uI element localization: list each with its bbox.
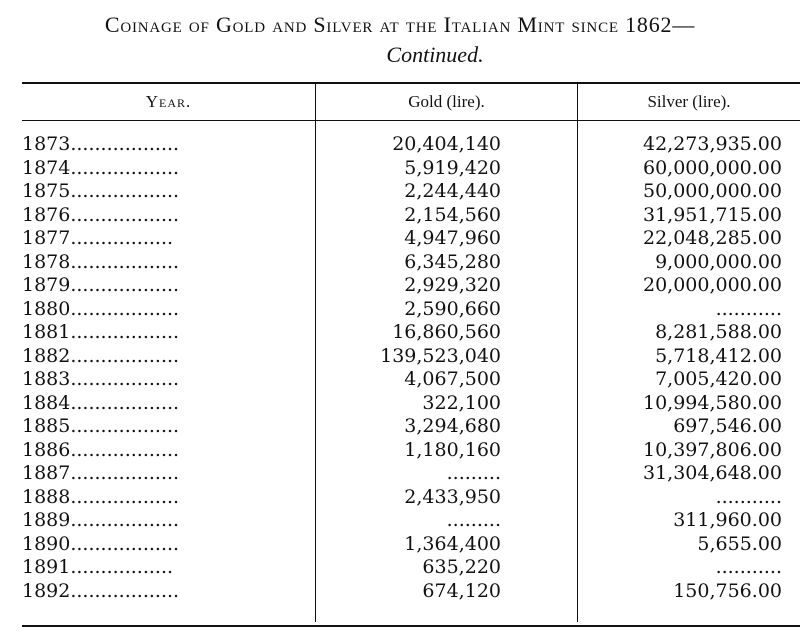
year-cell: 1879.................. bbox=[22, 274, 180, 296]
gold-cell: 674,120 bbox=[422, 579, 501, 602]
table-row bbox=[0, 204, 800, 228]
table-row bbox=[0, 133, 800, 157]
year-cell: 1878.................. bbox=[22, 250, 180, 273]
table-row bbox=[0, 251, 800, 275]
silver-cell: 5,718,412.00 bbox=[655, 344, 782, 367]
column-header-silver: Silver (lire). bbox=[647, 92, 731, 111]
table-row bbox=[0, 157, 800, 181]
gold-cell: 635,220 bbox=[422, 556, 501, 578]
gold-cell: 2,929,320 bbox=[404, 274, 501, 296]
table-row bbox=[0, 415, 800, 439]
year-cell: 1876.................. bbox=[22, 203, 180, 226]
table-row bbox=[0, 556, 800, 580]
year-cell: 1881.................. bbox=[22, 321, 180, 343]
table-row bbox=[0, 368, 800, 392]
gold-cell: 5,919,420 bbox=[404, 156, 501, 179]
silver-cell: 10,994,580.00 bbox=[642, 391, 782, 414]
table-row bbox=[0, 180, 800, 204]
table-row bbox=[0, 580, 800, 604]
bottom-rule bbox=[22, 625, 800, 627]
silver-cell: 697,546.00 bbox=[673, 415, 782, 437]
table-row bbox=[0, 321, 800, 345]
top-rule bbox=[22, 82, 800, 84]
gold-cell: 4,067,500 bbox=[404, 368, 501, 390]
gold-cell: 6,345,280 bbox=[404, 250, 501, 273]
table-row bbox=[0, 462, 800, 486]
year-cell: 1873.................. bbox=[22, 133, 180, 155]
year-cell: 1883.................. bbox=[22, 368, 180, 390]
year-cell: 1875.................. bbox=[22, 180, 180, 202]
table-row bbox=[0, 345, 800, 369]
table-row bbox=[0, 274, 800, 298]
year-cell: 1877................. bbox=[22, 227, 174, 249]
silver-cell: 20,000,000.00 bbox=[642, 274, 782, 296]
header-rule bbox=[22, 120, 800, 121]
gold-cell: 2,433,950 bbox=[404, 485, 501, 508]
year-cell: 1884.................. bbox=[22, 391, 180, 414]
year-cell: 1882.................. bbox=[22, 344, 180, 367]
gold-cell: 1,180,160 bbox=[404, 438, 501, 461]
silver-cell: 42,273,935.00 bbox=[642, 133, 782, 155]
year-cell: 1874.................. bbox=[22, 156, 180, 179]
year-cell: 1890.................. bbox=[22, 532, 180, 555]
gold-cell: ......... bbox=[446, 462, 501, 484]
gold-cell: 322,100 bbox=[422, 391, 501, 414]
silver-cell: 10,397,806.00 bbox=[642, 438, 782, 461]
table-row bbox=[0, 439, 800, 463]
silver-cell: 150,756.00 bbox=[673, 579, 782, 602]
year-cell: 1880.................. bbox=[22, 297, 180, 320]
silver-cell: 31,951,715.00 bbox=[642, 203, 782, 226]
table-row bbox=[0, 486, 800, 510]
gold-cell: 2,154,560 bbox=[404, 203, 501, 226]
silver-cell: 311,960.00 bbox=[673, 509, 782, 531]
year-cell: 1887.................. bbox=[22, 462, 180, 484]
table-row bbox=[0, 392, 800, 416]
year-cell: 1885.................. bbox=[22, 415, 180, 437]
silver-cell: 8,281,588.00 bbox=[655, 321, 782, 343]
silver-cell: 50,000,000.00 bbox=[642, 180, 782, 202]
silver-cell: 9,000,000.00 bbox=[655, 250, 782, 273]
year-cell: 1891................. bbox=[22, 556, 174, 578]
gold-cell: 1,364,400 bbox=[404, 532, 501, 555]
gold-cell: 16,860,560 bbox=[392, 321, 501, 343]
gold-cell: 20,404,140 bbox=[392, 133, 501, 155]
table-row bbox=[0, 533, 800, 557]
silver-cell: 7,005,420.00 bbox=[655, 368, 782, 390]
year-cell: 1888.................. bbox=[22, 485, 180, 508]
table-title: Coinage of Gold and Silver at the Italian Mint since 1862— bbox=[104, 12, 696, 37]
column-header-year: Year. bbox=[145, 92, 192, 111]
silver-cell: 60,000,000.00 bbox=[642, 156, 782, 179]
silver-cell: ........... bbox=[715, 556, 782, 578]
silver-cell: ........... bbox=[715, 297, 782, 320]
table-subtitle: Continued. bbox=[386, 42, 484, 67]
table-row bbox=[0, 509, 800, 533]
table-row bbox=[0, 298, 800, 322]
year-cell: 1889.................. bbox=[22, 509, 180, 531]
column-header-gold: Gold (lire). bbox=[408, 92, 485, 111]
year-cell: 1892.................. bbox=[22, 579, 180, 602]
gold-cell: 139,523,040 bbox=[380, 344, 501, 367]
table-body bbox=[0, 133, 800, 603]
year-cell: 1886.................. bbox=[22, 438, 180, 461]
silver-cell: 5,655.00 bbox=[697, 532, 782, 555]
gold-cell: 3,294,680 bbox=[404, 415, 501, 437]
gold-cell: 4,947,960 bbox=[404, 227, 501, 249]
silver-cell: 31,304,648.00 bbox=[642, 462, 782, 484]
gold-cell: ......... bbox=[446, 509, 501, 531]
gold-cell: 2,590,660 bbox=[404, 297, 501, 320]
gold-cell: 2,244,440 bbox=[404, 180, 501, 202]
silver-cell: 22,048,285.00 bbox=[642, 227, 782, 249]
silver-cell: ........... bbox=[715, 485, 782, 508]
table-row bbox=[0, 227, 800, 251]
